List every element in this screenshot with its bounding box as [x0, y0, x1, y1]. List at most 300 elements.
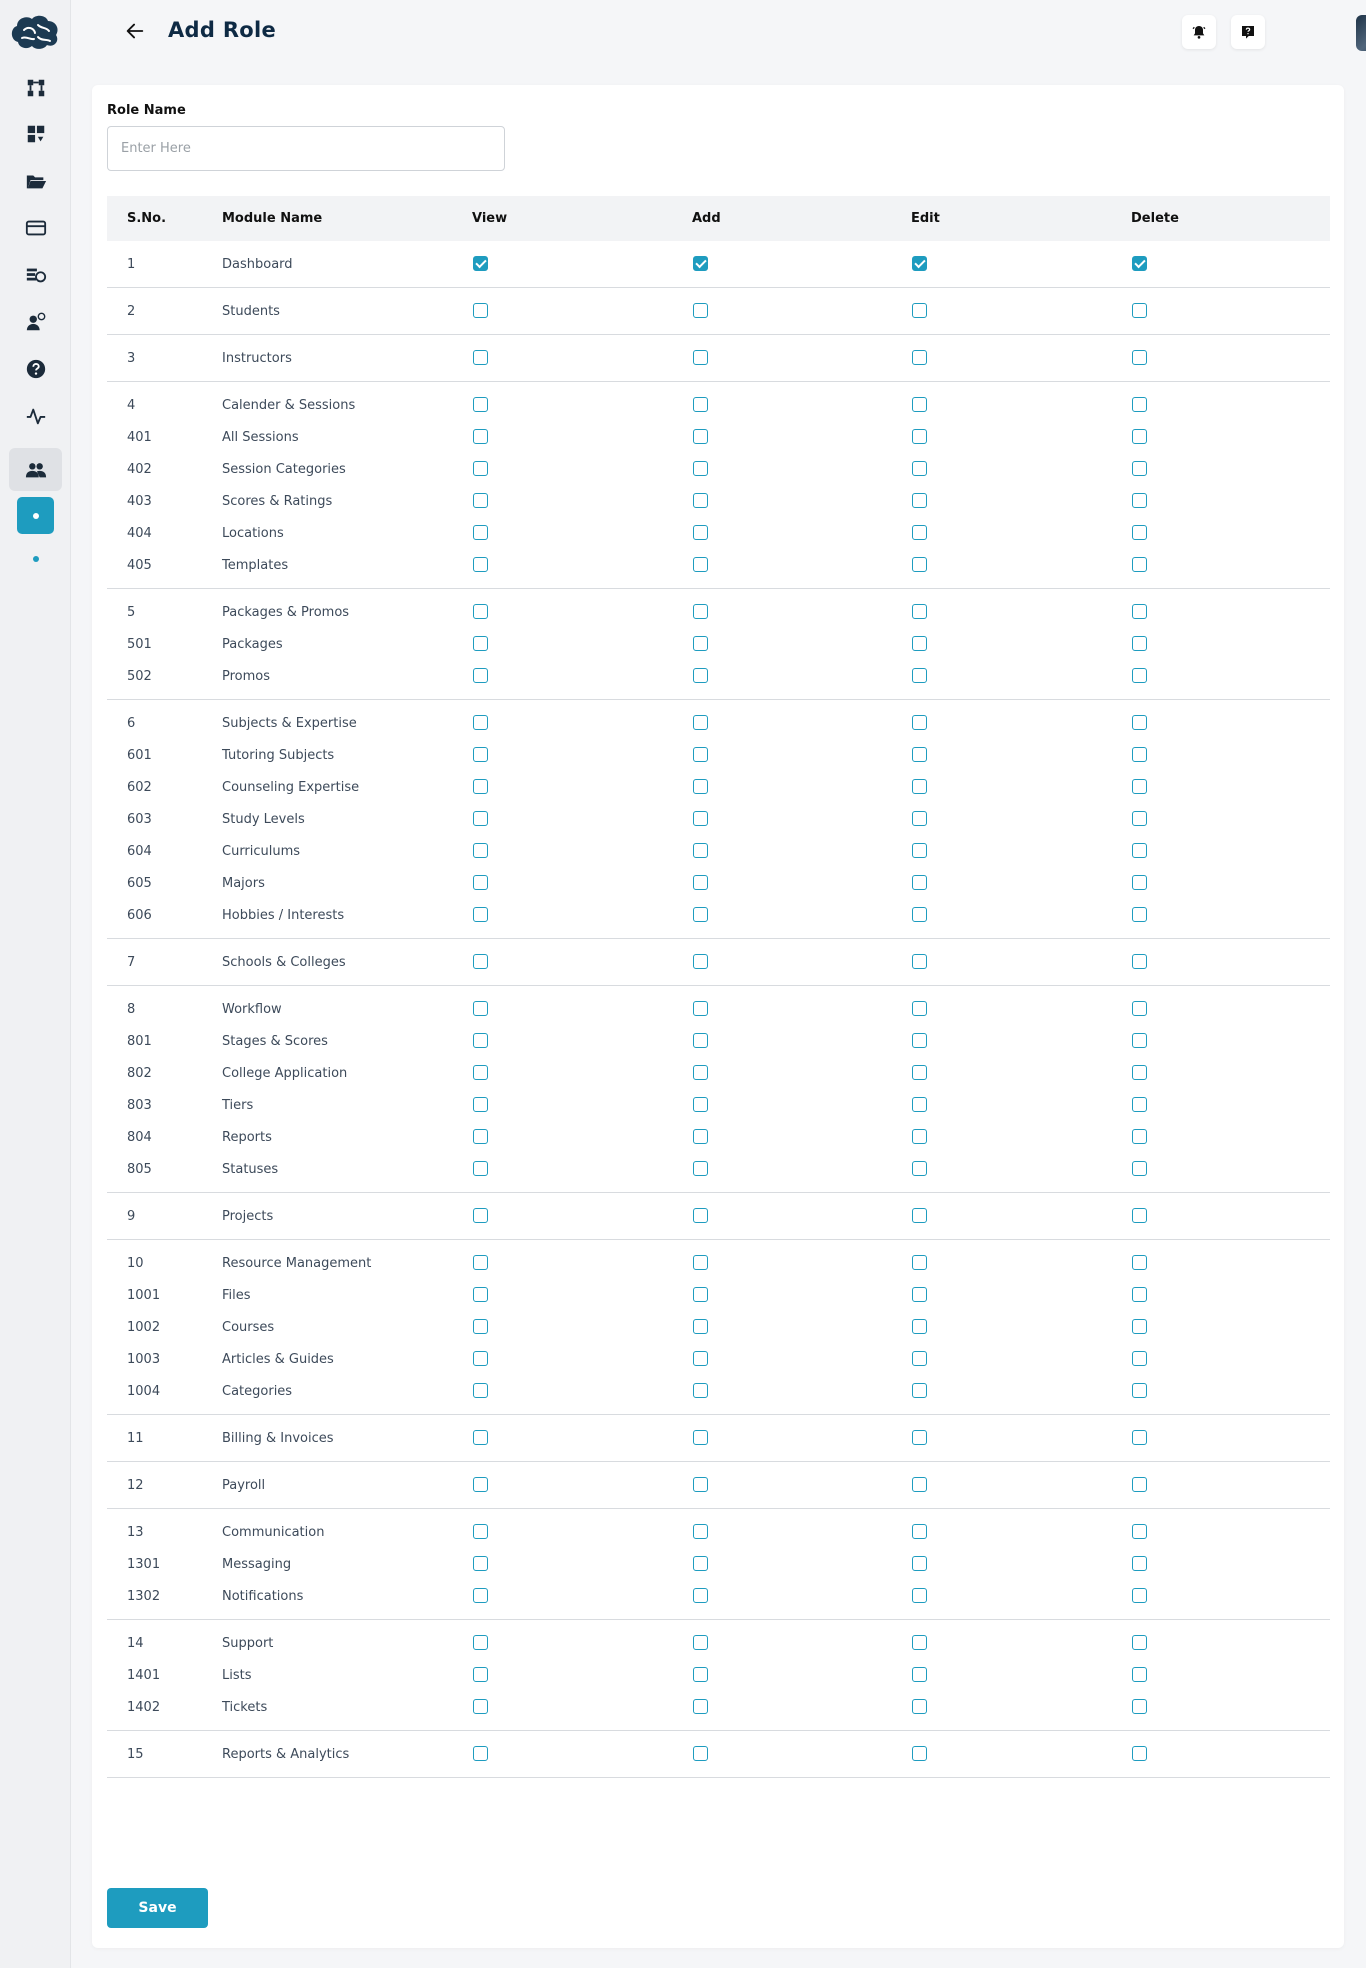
- edit-checkbox[interactable]: [912, 1383, 927, 1398]
- edit-checkbox[interactable]: [912, 1033, 927, 1048]
- activity-icon: [25, 405, 47, 427]
- module-group: [107, 1509, 1330, 1620]
- edit-checkbox[interactable]: [912, 397, 927, 412]
- row-sno: 606: [127, 907, 152, 923]
- table-row: [107, 596, 1330, 628]
- delete-checkbox[interactable]: [1132, 1208, 1147, 1223]
- view-checkbox[interactable]: [473, 1097, 488, 1112]
- edit-checkbox[interactable]: [912, 1524, 927, 1539]
- view-checkbox[interactable]: [473, 557, 488, 572]
- delete-checkbox[interactable]: [1132, 811, 1147, 826]
- row-module-name: Study Levels: [222, 811, 305, 827]
- table-row: [107, 771, 1330, 803]
- delete-checkbox[interactable]: [1132, 1699, 1147, 1714]
- credit-card-icon: [25, 217, 47, 239]
- table-row: [107, 1089, 1330, 1121]
- add-checkbox[interactable]: [693, 747, 708, 762]
- permissions-table: [107, 196, 1330, 1778]
- row-sno: 401: [127, 429, 152, 445]
- row-sno: 1003: [127, 1351, 161, 1367]
- add-checkbox[interactable]: [693, 779, 708, 794]
- view-checkbox[interactable]: [473, 1383, 488, 1398]
- edit-checkbox[interactable]: [912, 779, 927, 794]
- view-checkbox[interactable]: [473, 1477, 488, 1492]
- help-button[interactable]: [1231, 15, 1265, 49]
- view-checkbox[interactable]: [473, 1699, 488, 1714]
- edit-checkbox[interactable]: [912, 811, 927, 826]
- delete-checkbox[interactable]: [1132, 1635, 1147, 1650]
- delete-checkbox[interactable]: [1132, 1255, 1147, 1270]
- add-checkbox[interactable]: [693, 1351, 708, 1366]
- add-checkbox[interactable]: [693, 1097, 708, 1112]
- add-checkbox[interactable]: [693, 557, 708, 572]
- module-group: [107, 382, 1330, 589]
- role-name-input[interactable]: [107, 126, 505, 171]
- row-sno: 804: [127, 1129, 152, 1145]
- add-checkbox[interactable]: [693, 1588, 708, 1603]
- add-checkbox[interactable]: [693, 811, 708, 826]
- add-checkbox[interactable]: [693, 1161, 708, 1176]
- table-row: [107, 1121, 1330, 1153]
- header-sno: S.No.: [127, 211, 167, 226]
- row-module-name: Support: [222, 1635, 274, 1651]
- add-checkbox[interactable]: [693, 1319, 708, 1334]
- row-sno: 12: [127, 1477, 144, 1493]
- table-row: [107, 1200, 1330, 1232]
- view-checkbox[interactable]: [473, 1667, 488, 1682]
- view-checkbox[interactable]: [473, 875, 488, 890]
- row-sno: 601: [127, 747, 152, 763]
- add-checkbox[interactable]: [693, 256, 708, 271]
- edit-checkbox[interactable]: [912, 557, 927, 572]
- row-module-name: Dashboard: [222, 256, 293, 272]
- delete-checkbox[interactable]: [1132, 779, 1147, 794]
- row-module-name: Majors: [222, 875, 265, 891]
- delete-checkbox[interactable]: [1132, 1129, 1147, 1144]
- table-row: [107, 421, 1330, 453]
- view-checkbox[interactable]: [473, 461, 488, 476]
- delete-checkbox[interactable]: [1132, 1477, 1147, 1492]
- view-checkbox[interactable]: [473, 1033, 488, 1048]
- add-checkbox[interactable]: [693, 636, 708, 651]
- add-checkbox[interactable]: [693, 303, 708, 318]
- row-sno: 801: [127, 1033, 152, 1049]
- add-checkbox[interactable]: [693, 1129, 708, 1144]
- delete-checkbox[interactable]: [1132, 1097, 1147, 1112]
- row-module-name: Tutoring Subjects: [222, 747, 335, 763]
- delete-checkbox[interactable]: [1132, 429, 1147, 444]
- add-checkbox[interactable]: [693, 525, 708, 540]
- row-sno: 1302: [127, 1588, 161, 1604]
- module-group: [107, 939, 1330, 986]
- view-checkbox[interactable]: [473, 1255, 488, 1270]
- table-row: [107, 1311, 1330, 1343]
- edit-checkbox[interactable]: [912, 525, 927, 540]
- view-checkbox[interactable]: [473, 397, 488, 412]
- role-name-label: Role Name: [107, 103, 186, 118]
- dashboard-icon: [25, 123, 47, 145]
- add-checkbox[interactable]: [693, 715, 708, 730]
- edit-checkbox[interactable]: [912, 256, 927, 271]
- add-checkbox[interactable]: [693, 397, 708, 412]
- row-module-name: Projects: [222, 1208, 274, 1224]
- header-edit: Edit: [911, 211, 940, 226]
- edit-checkbox[interactable]: [912, 1097, 927, 1112]
- view-checkbox[interactable]: [473, 256, 488, 271]
- view-checkbox[interactable]: [473, 954, 488, 969]
- table-row: [107, 739, 1330, 771]
- folder-open-icon: [25, 170, 47, 192]
- row-module-name: Categories: [222, 1383, 293, 1399]
- add-checkbox[interactable]: [693, 1033, 708, 1048]
- delete-checkbox[interactable]: [1132, 493, 1147, 508]
- row-sno: 1002: [127, 1319, 161, 1335]
- delete-checkbox[interactable]: [1132, 843, 1147, 858]
- edit-checkbox[interactable]: [912, 1351, 927, 1366]
- module-group: [107, 335, 1330, 382]
- module-group: [107, 1240, 1330, 1415]
- add-checkbox[interactable]: [693, 843, 708, 858]
- table-body: [107, 241, 1330, 1778]
- table-row: [107, 248, 1330, 280]
- view-checkbox[interactable]: [473, 1430, 488, 1445]
- edit-checkbox[interactable]: [912, 1430, 927, 1445]
- delete-checkbox[interactable]: [1132, 1667, 1147, 1682]
- view-checkbox[interactable]: [473, 779, 488, 794]
- delete-checkbox[interactable]: [1132, 715, 1147, 730]
- view-checkbox[interactable]: [473, 1001, 488, 1016]
- delete-checkbox[interactable]: [1132, 1351, 1147, 1366]
- delete-checkbox[interactable]: [1132, 1588, 1147, 1603]
- row-module-name: All Sessions: [222, 429, 299, 445]
- module-group: [107, 589, 1330, 700]
- edit-checkbox[interactable]: [912, 843, 927, 858]
- edit-checkbox[interactable]: [912, 954, 927, 969]
- view-checkbox[interactable]: [473, 604, 488, 619]
- page-title: Add Role: [168, 18, 277, 42]
- delete-checkbox[interactable]: [1132, 636, 1147, 651]
- add-checkbox[interactable]: [693, 1287, 708, 1302]
- edit-checkbox[interactable]: [912, 1699, 927, 1714]
- module-group: [107, 241, 1330, 288]
- table-row: [107, 946, 1330, 978]
- user-chat-icon: [25, 311, 47, 333]
- add-role-card: [92, 85, 1344, 1948]
- table-row: [107, 835, 1330, 867]
- delete-checkbox[interactable]: [1132, 747, 1147, 762]
- add-checkbox[interactable]: [693, 668, 708, 683]
- delete-checkbox[interactable]: [1132, 1033, 1147, 1048]
- row-sno: 1401: [127, 1667, 161, 1683]
- view-checkbox[interactable]: [473, 668, 488, 683]
- edit-checkbox[interactable]: [912, 303, 927, 318]
- table-row: [107, 517, 1330, 549]
- add-checkbox[interactable]: [693, 1524, 708, 1539]
- edit-checkbox[interactable]: [912, 1161, 927, 1176]
- row-sno: 9: [127, 1208, 136, 1224]
- add-checkbox[interactable]: [693, 1556, 708, 1571]
- table-row: [107, 993, 1330, 1025]
- sidebar-item-roles[interactable]: [9, 448, 62, 491]
- row-module-name: Communication: [222, 1524, 325, 1540]
- edit-checkbox[interactable]: [912, 715, 927, 730]
- row-module-name: Messaging: [222, 1556, 292, 1572]
- view-checkbox[interactable]: [473, 1161, 488, 1176]
- delete-checkbox[interactable]: [1132, 1430, 1147, 1445]
- table-row: [107, 1279, 1330, 1311]
- table-row: [107, 707, 1330, 739]
- delete-checkbox[interactable]: [1132, 1319, 1147, 1334]
- add-checkbox[interactable]: [693, 429, 708, 444]
- row-module-name: Scores & Ratings: [222, 493, 333, 509]
- delete-checkbox[interactable]: [1132, 1065, 1147, 1080]
- table-row: [107, 485, 1330, 517]
- delete-checkbox[interactable]: [1132, 1383, 1147, 1398]
- users-icon: [25, 459, 47, 481]
- row-sno: 602: [127, 779, 152, 795]
- view-checkbox[interactable]: [473, 811, 488, 826]
- edit-checkbox[interactable]: [912, 1477, 927, 1492]
- add-checkbox[interactable]: [693, 875, 708, 890]
- delete-checkbox[interactable]: [1132, 604, 1147, 619]
- row-module-name: Packages & Promos: [222, 604, 350, 620]
- header-module-name: Module Name: [222, 211, 323, 226]
- row-module-name: Locations: [222, 525, 284, 541]
- table-row: [107, 1375, 1330, 1407]
- row-sno: 6: [127, 715, 136, 731]
- view-checkbox[interactable]: [473, 303, 488, 318]
- view-checkbox[interactable]: [473, 525, 488, 540]
- add-checkbox[interactable]: [693, 461, 708, 476]
- view-checkbox[interactable]: [473, 350, 488, 365]
- add-checkbox[interactable]: [693, 1746, 708, 1761]
- view-checkbox[interactable]: [473, 429, 488, 444]
- table-row: [107, 803, 1330, 835]
- brain-logo-icon[interactable]: [8, 12, 62, 52]
- view-checkbox[interactable]: [473, 907, 488, 922]
- edit-checkbox[interactable]: [912, 1001, 927, 1016]
- row-module-name: Stages & Scores: [222, 1033, 328, 1049]
- add-checkbox[interactable]: [693, 1001, 708, 1016]
- delete-checkbox[interactable]: [1132, 557, 1147, 572]
- sidebar-item-dashboard[interactable]: [9, 112, 62, 155]
- row-module-name: Promos: [222, 668, 271, 684]
- table-row: [107, 1057, 1330, 1089]
- sidebar-item-analytics[interactable]: [9, 394, 62, 437]
- view-checkbox[interactable]: [473, 636, 488, 651]
- row-sno: 13: [127, 1524, 144, 1540]
- delete-checkbox[interactable]: [1132, 256, 1147, 271]
- add-checkbox[interactable]: [693, 1208, 708, 1223]
- row-sno: 405: [127, 557, 152, 573]
- edit-checkbox[interactable]: [912, 1588, 927, 1603]
- table-row: [107, 867, 1330, 899]
- delete-checkbox[interactable]: [1132, 1524, 1147, 1539]
- edit-checkbox[interactable]: [912, 493, 927, 508]
- view-checkbox[interactable]: [473, 1319, 488, 1334]
- table-row: [107, 342, 1330, 374]
- sidebar-item-students[interactable]: [9, 300, 62, 343]
- row-module-name: Billing & Invoices: [222, 1430, 334, 1446]
- edit-checkbox[interactable]: [912, 1556, 927, 1571]
- view-checkbox[interactable]: [473, 1287, 488, 1302]
- delete-checkbox[interactable]: [1132, 461, 1147, 476]
- row-module-name: Reports & Analytics: [222, 1746, 350, 1762]
- row-module-name: Articles & Guides: [222, 1351, 334, 1367]
- view-checkbox[interactable]: [473, 1588, 488, 1603]
- view-checkbox[interactable]: [473, 715, 488, 730]
- view-checkbox[interactable]: [473, 1524, 488, 1539]
- row-module-name: Subjects & Expertise: [222, 715, 357, 731]
- add-checkbox[interactable]: [693, 1255, 708, 1270]
- delete-checkbox[interactable]: [1132, 668, 1147, 683]
- delete-checkbox[interactable]: [1132, 954, 1147, 969]
- view-checkbox[interactable]: [473, 493, 488, 508]
- view-checkbox[interactable]: [473, 1208, 488, 1223]
- workflow-icon: [25, 77, 47, 99]
- table-row: [107, 1469, 1330, 1501]
- delete-checkbox[interactable]: [1132, 1556, 1147, 1571]
- view-checkbox[interactable]: [473, 843, 488, 858]
- row-module-name: Counseling Expertise: [222, 779, 360, 795]
- row-sno: 1301: [127, 1556, 161, 1572]
- edit-checkbox[interactable]: [912, 1208, 927, 1223]
- row-sno: 14: [127, 1635, 144, 1651]
- view-checkbox[interactable]: [473, 1635, 488, 1650]
- table-row: [107, 1247, 1330, 1279]
- module-group: [107, 1193, 1330, 1240]
- delete-checkbox[interactable]: [1132, 875, 1147, 890]
- table-row: [107, 899, 1330, 931]
- delete-checkbox[interactable]: [1132, 525, 1147, 540]
- add-checkbox[interactable]: [693, 1477, 708, 1492]
- edit-checkbox[interactable]: [912, 1065, 927, 1080]
- edit-checkbox[interactable]: [912, 875, 927, 890]
- edit-checkbox[interactable]: [912, 1746, 927, 1761]
- view-checkbox[interactable]: [473, 1746, 488, 1761]
- back-arrow-icon[interactable]: [122, 18, 148, 44]
- sidebar-item-payroll[interactable]: [9, 253, 62, 296]
- row-sno: 3: [127, 350, 136, 366]
- edit-checkbox[interactable]: [912, 1287, 927, 1302]
- sidebar-subitem-dot[interactable]: [33, 556, 39, 562]
- edit-checkbox[interactable]: [912, 1255, 927, 1270]
- row-sno: 15: [127, 1746, 144, 1762]
- table-row: [107, 1025, 1330, 1057]
- help-circle-icon: [25, 358, 47, 380]
- row-module-name: Files: [222, 1287, 251, 1303]
- add-checkbox[interactable]: [693, 1383, 708, 1398]
- row-module-name: Students: [222, 303, 280, 319]
- view-checkbox[interactable]: [473, 747, 488, 762]
- edit-checkbox[interactable]: [912, 636, 927, 651]
- edit-checkbox[interactable]: [912, 1635, 927, 1650]
- add-checkbox[interactable]: [693, 493, 708, 508]
- edit-checkbox[interactable]: [912, 1667, 927, 1682]
- view-checkbox[interactable]: [473, 1556, 488, 1571]
- table-row: [107, 295, 1330, 327]
- add-checkbox[interactable]: [693, 1699, 708, 1714]
- view-checkbox[interactable]: [473, 1065, 488, 1080]
- view-checkbox[interactable]: [473, 1351, 488, 1366]
- edit-checkbox[interactable]: [912, 461, 927, 476]
- header-add: Add: [692, 211, 721, 226]
- add-checkbox[interactable]: [693, 1635, 708, 1650]
- delete-checkbox[interactable]: [1132, 350, 1147, 365]
- delete-checkbox[interactable]: [1132, 1746, 1147, 1761]
- edit-checkbox[interactable]: [912, 1129, 927, 1144]
- row-module-name: Statuses: [222, 1161, 279, 1177]
- row-module-name: Templates: [222, 557, 289, 573]
- add-checkbox[interactable]: [693, 604, 708, 619]
- table-row: [107, 1659, 1330, 1691]
- sidebar-item-support[interactable]: [9, 347, 62, 390]
- delete-checkbox[interactable]: [1132, 1287, 1147, 1302]
- row-sno: 603: [127, 811, 152, 827]
- delete-checkbox[interactable]: [1132, 303, 1147, 318]
- table-row: [107, 1738, 1330, 1770]
- row-sno: 8: [127, 1001, 136, 1017]
- module-group: [107, 288, 1330, 335]
- sidebar-item-billing[interactable]: [9, 206, 62, 249]
- edit-checkbox[interactable]: [912, 604, 927, 619]
- avatar[interactable]: [1356, 15, 1366, 51]
- edit-checkbox[interactable]: [912, 429, 927, 444]
- notifications-button[interactable]: [1182, 15, 1216, 49]
- row-sno: 2: [127, 303, 136, 319]
- row-sno: 605: [127, 875, 152, 891]
- add-checkbox[interactable]: [693, 1065, 708, 1080]
- row-sno: 403: [127, 493, 152, 509]
- delete-checkbox[interactable]: [1132, 397, 1147, 412]
- row-sno: 404: [127, 525, 152, 541]
- edit-checkbox[interactable]: [912, 1319, 927, 1334]
- coins-icon: [25, 264, 47, 286]
- add-checkbox[interactable]: [693, 954, 708, 969]
- sidebar-item-files[interactable]: [9, 159, 62, 202]
- edit-checkbox[interactable]: [912, 350, 927, 365]
- add-checkbox[interactable]: [693, 350, 708, 365]
- module-group: [107, 1620, 1330, 1731]
- row-sno: 501: [127, 636, 152, 652]
- row-module-name: Session Categories: [222, 461, 346, 477]
- sidebar-subitem-active[interactable]: [17, 497, 54, 534]
- table-row: [107, 1580, 1330, 1612]
- edit-checkbox[interactable]: [912, 907, 927, 922]
- module-group: [107, 1731, 1330, 1778]
- delete-checkbox[interactable]: [1132, 1001, 1147, 1016]
- delete-checkbox[interactable]: [1132, 1161, 1147, 1176]
- sidebar: [0, 0, 71, 1968]
- add-checkbox[interactable]: [693, 1430, 708, 1445]
- save-button[interactable]: Save: [107, 1888, 208, 1928]
- add-checkbox[interactable]: [693, 1667, 708, 1682]
- sidebar-item-workflow[interactable]: [9, 66, 62, 109]
- bell-icon: [1191, 24, 1207, 40]
- row-module-name: Instructors: [222, 350, 292, 366]
- row-module-name: Hobbies / Interests: [222, 907, 345, 923]
- row-sno: 802: [127, 1065, 152, 1081]
- edit-checkbox[interactable]: [912, 747, 927, 762]
- table-row: [107, 1627, 1330, 1659]
- edit-checkbox[interactable]: [912, 668, 927, 683]
- row-sno: 5: [127, 604, 136, 620]
- row-sno: 4: [127, 397, 136, 413]
- header-delete: Delete: [1131, 211, 1179, 226]
- view-checkbox[interactable]: [473, 1129, 488, 1144]
- add-checkbox[interactable]: [693, 907, 708, 922]
- delete-checkbox[interactable]: [1132, 907, 1147, 922]
